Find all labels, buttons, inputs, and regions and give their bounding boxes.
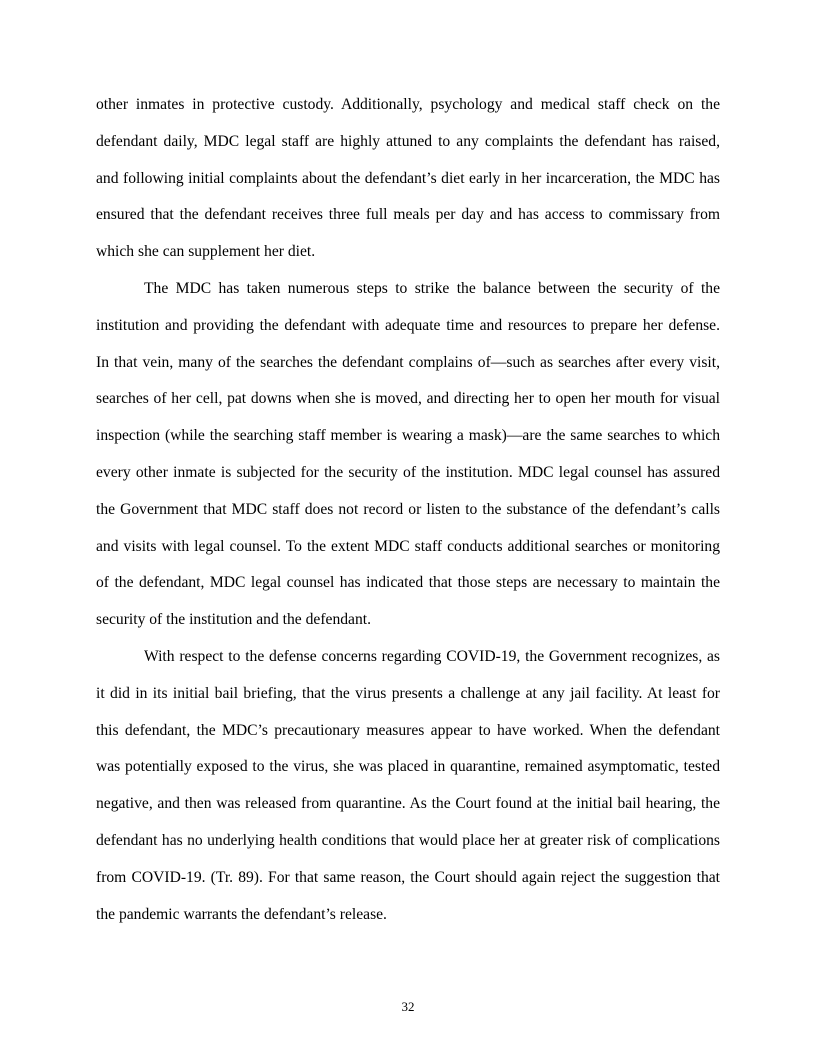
text-line: In that vein, many of the searches the defendant complains of—such as searches after every visit, <box>96 353 720 371</box>
text-line: and following initial complaints about the defendant’s diet early in her incarceration, the MDC has <box>96 169 720 187</box>
text-line: inspection (while the searching staff member is wearing a mask)—are the same searches to which <box>96 427 720 445</box>
text-line: was potentially exposed to the virus, she was placed in quarantine, remained asymptomatic, tested <box>96 758 720 776</box>
text-line: negative, and then was released from quarantine. As the Court found at the initial bail hearing, the <box>96 795 720 813</box>
text-line: other inmates in protective custody. Additionally, psychology and medical staff check on the <box>96 96 720 113</box>
text-line: the pandemic warrants the defendant’s release. <box>96 905 387 923</box>
text-line: With respect to the defense concerns regarding COVID-19, the Government recognizes, as <box>144 647 720 665</box>
text-line: this defendant, the MDC’s precautionary measures appear to have worked. When the defendant <box>96 721 720 739</box>
text-line: institution and providing the defendant with adequate time and resources to prepare her defense. <box>96 316 720 334</box>
body-text <box>96 94 720 940</box>
paragraph-3 <box>96 646 720 940</box>
text-line: which she can supplement her diet. <box>96 243 316 261</box>
text-line: defendant has no underlying health conditions that would place her at greater risk of complications <box>96 831 720 849</box>
text-line: and visits with legal counsel. To the extent MDC staff conducts additional searches or monitoring <box>96 537 720 555</box>
text-line: every other inmate is subjected for the security of the institution. MDC legal counsel has assured <box>96 463 720 481</box>
text-line: from COVID-19. (Tr. 89). For that same reason, the Court should again reject the suggestion that <box>96 868 720 886</box>
page-number: 32 <box>401 999 415 1014</box>
paragraph-2 <box>96 278 720 646</box>
text-line: searches of her cell, pat downs when she is moved, and directing her to open her mouth for visual <box>96 390 720 408</box>
text-line: of the defendant, MDC legal counsel has indicated that those steps are necessary to maintain the <box>96 574 720 592</box>
text-line: defendant daily, MDC legal staff are highly attuned to any complaints the defendant has raised, <box>96 132 720 150</box>
text-line: The MDC has taken numerous steps to strike the balance between the security of the <box>144 279 720 297</box>
text-line: security of the institution and the defendant. <box>96 611 371 629</box>
text-line: the Government that MDC staff does not record or listen to the substance of the defendant’s calls <box>96 500 720 518</box>
paragraph-1 <box>96 94 720 278</box>
text-line: it did in its initial bail briefing, that the virus presents a challenge at any jail facility. At least for <box>96 684 720 702</box>
text-line: ensured that the defendant receives three full meals per day and has access to commissary from <box>96 206 720 224</box>
